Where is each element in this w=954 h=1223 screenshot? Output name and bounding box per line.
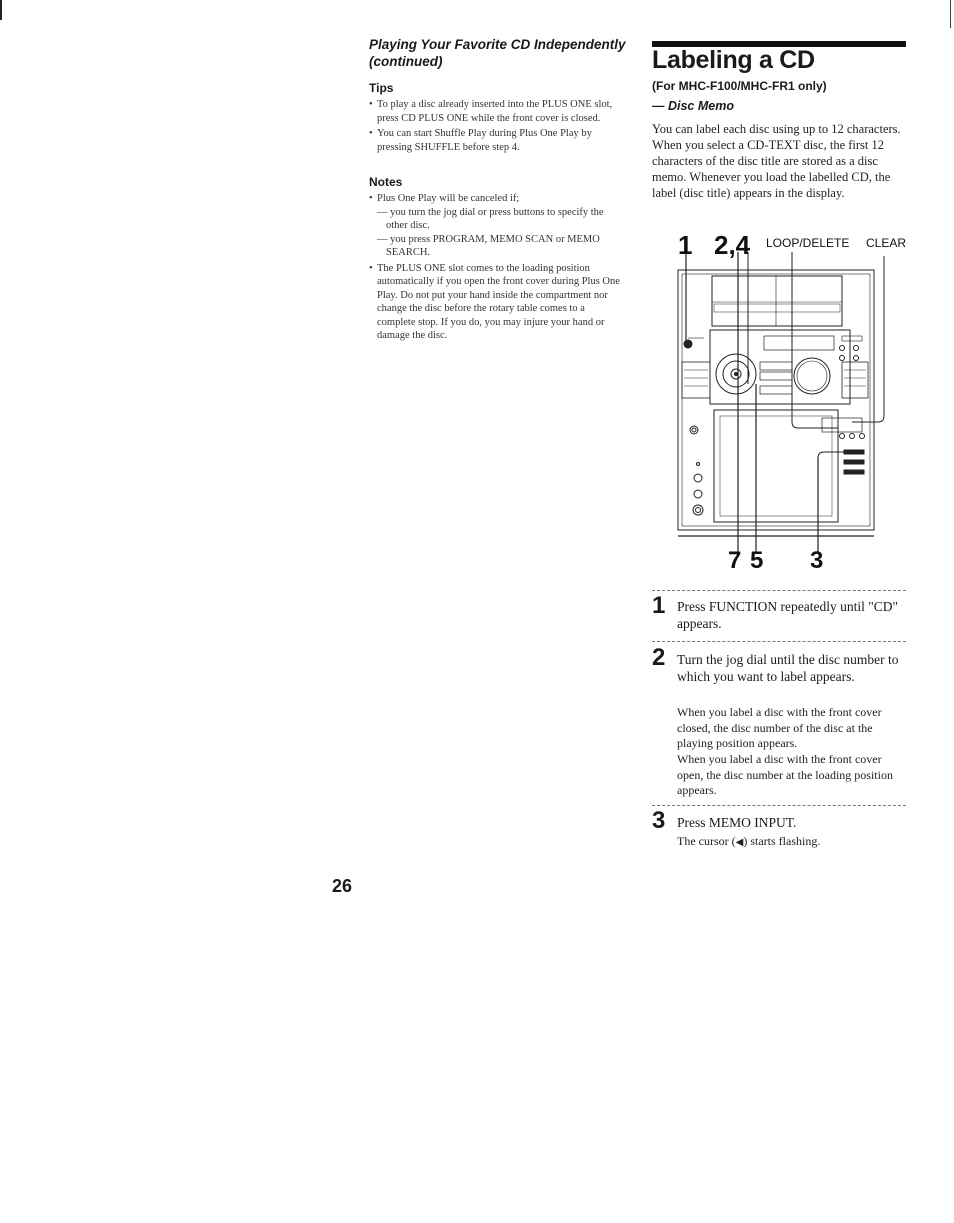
notes-list	[369, 192, 624, 343]
note-text: Plus One Play will be canceled if;	[377, 193, 520, 204]
bullet-icon: •	[369, 128, 373, 139]
step-divider	[652, 641, 906, 642]
bullet-icon: •	[369, 99, 373, 110]
page-number: 26	[332, 876, 353, 896]
callout-7: 7	[728, 547, 742, 572]
intro-paragraph: You can label each disc using up to 12 characters. When you select a CD-TEXT disc, the first 12 characters of the disc title are stored as a disc memo. Whenever you load the labelled CD, the label (disc title) appears in the display.	[652, 122, 901, 200]
step-detail: When you label a disc with the front cover open, the disc number at the loading position appears.	[677, 752, 893, 797]
note-subitem: — you turn the jog dial or press buttons to specify the other disc.	[377, 206, 604, 231]
bullet-icon: •	[369, 193, 373, 204]
detail-text: ) starts flashing.	[743, 834, 821, 848]
note-text: The PLUS ONE slot comes to the loading position automatically if you open the front cover during Plus One Play. Do not put your hand inside the compartment nor change the disc before the rotary table comes to a complete stop. If you do, you may injure your hand or damage the disc.	[377, 262, 620, 341]
label-clear: CLEAR	[866, 236, 906, 250]
detail-text: The cursor (	[677, 834, 736, 848]
tips-heading: Tips	[369, 81, 394, 95]
device-diagram	[652, 222, 906, 572]
list-item	[369, 98, 624, 125]
callout-2-4: 2,4	[714, 230, 751, 260]
tips-list	[369, 98, 624, 154]
bullet-icon: •	[369, 262, 373, 274]
step-divider	[652, 805, 906, 806]
notes-heading: Notes	[369, 175, 403, 189]
step-number: 1	[652, 592, 666, 619]
list-item	[369, 127, 624, 154]
step-detail	[677, 834, 905, 851]
tip-text: You can start Shuffle Play during Plus One Play by pressing SHUFFLE before step 4.	[377, 128, 592, 153]
note-subitem: — you press PROGRAM, MEMO SCAN or MEMO SEARCH.	[377, 233, 600, 258]
callout-3: 3	[810, 547, 824, 572]
step-detail: When you label a disc with the front cover closed, the disc number of the disc at the playing position appears.	[677, 705, 882, 750]
margin-mark	[0, 0, 2, 20]
callout-5: 5	[750, 547, 764, 572]
step-divider	[652, 590, 906, 591]
callout-1: 1	[678, 230, 693, 260]
step-number: 2	[652, 644, 666, 671]
section-subtitle: — Disc Memo	[652, 99, 734, 113]
step-number: 3	[652, 807, 666, 834]
model-note: (For MHC-F100/MHC-FR1 only)	[652, 79, 827, 93]
cursor-arrow-icon: ◀	[735, 837, 744, 848]
list-item	[369, 192, 624, 260]
section-heading: Playing Your Favorite CD Independently (continued)	[369, 37, 626, 69]
margin-mark	[950, 0, 951, 28]
label-loop-delete: LOOP/DELETE	[766, 236, 850, 250]
step-text: Press FUNCTION repeatedly until "CD" appears.	[677, 599, 898, 631]
stereo-front-panel-illustration	[652, 222, 906, 572]
step-text: Turn the jog dial until the disc number to which you want to label appears.	[677, 652, 899, 684]
list-item	[369, 262, 624, 343]
page-title: Labeling a CD	[652, 46, 815, 74]
step-text: Press MEMO INPUT.	[677, 815, 797, 830]
tip-text: To play a disc already inserted into the PLUS ONE slot, press CD PLUS ONE while the front cover is closed.	[377, 99, 613, 124]
